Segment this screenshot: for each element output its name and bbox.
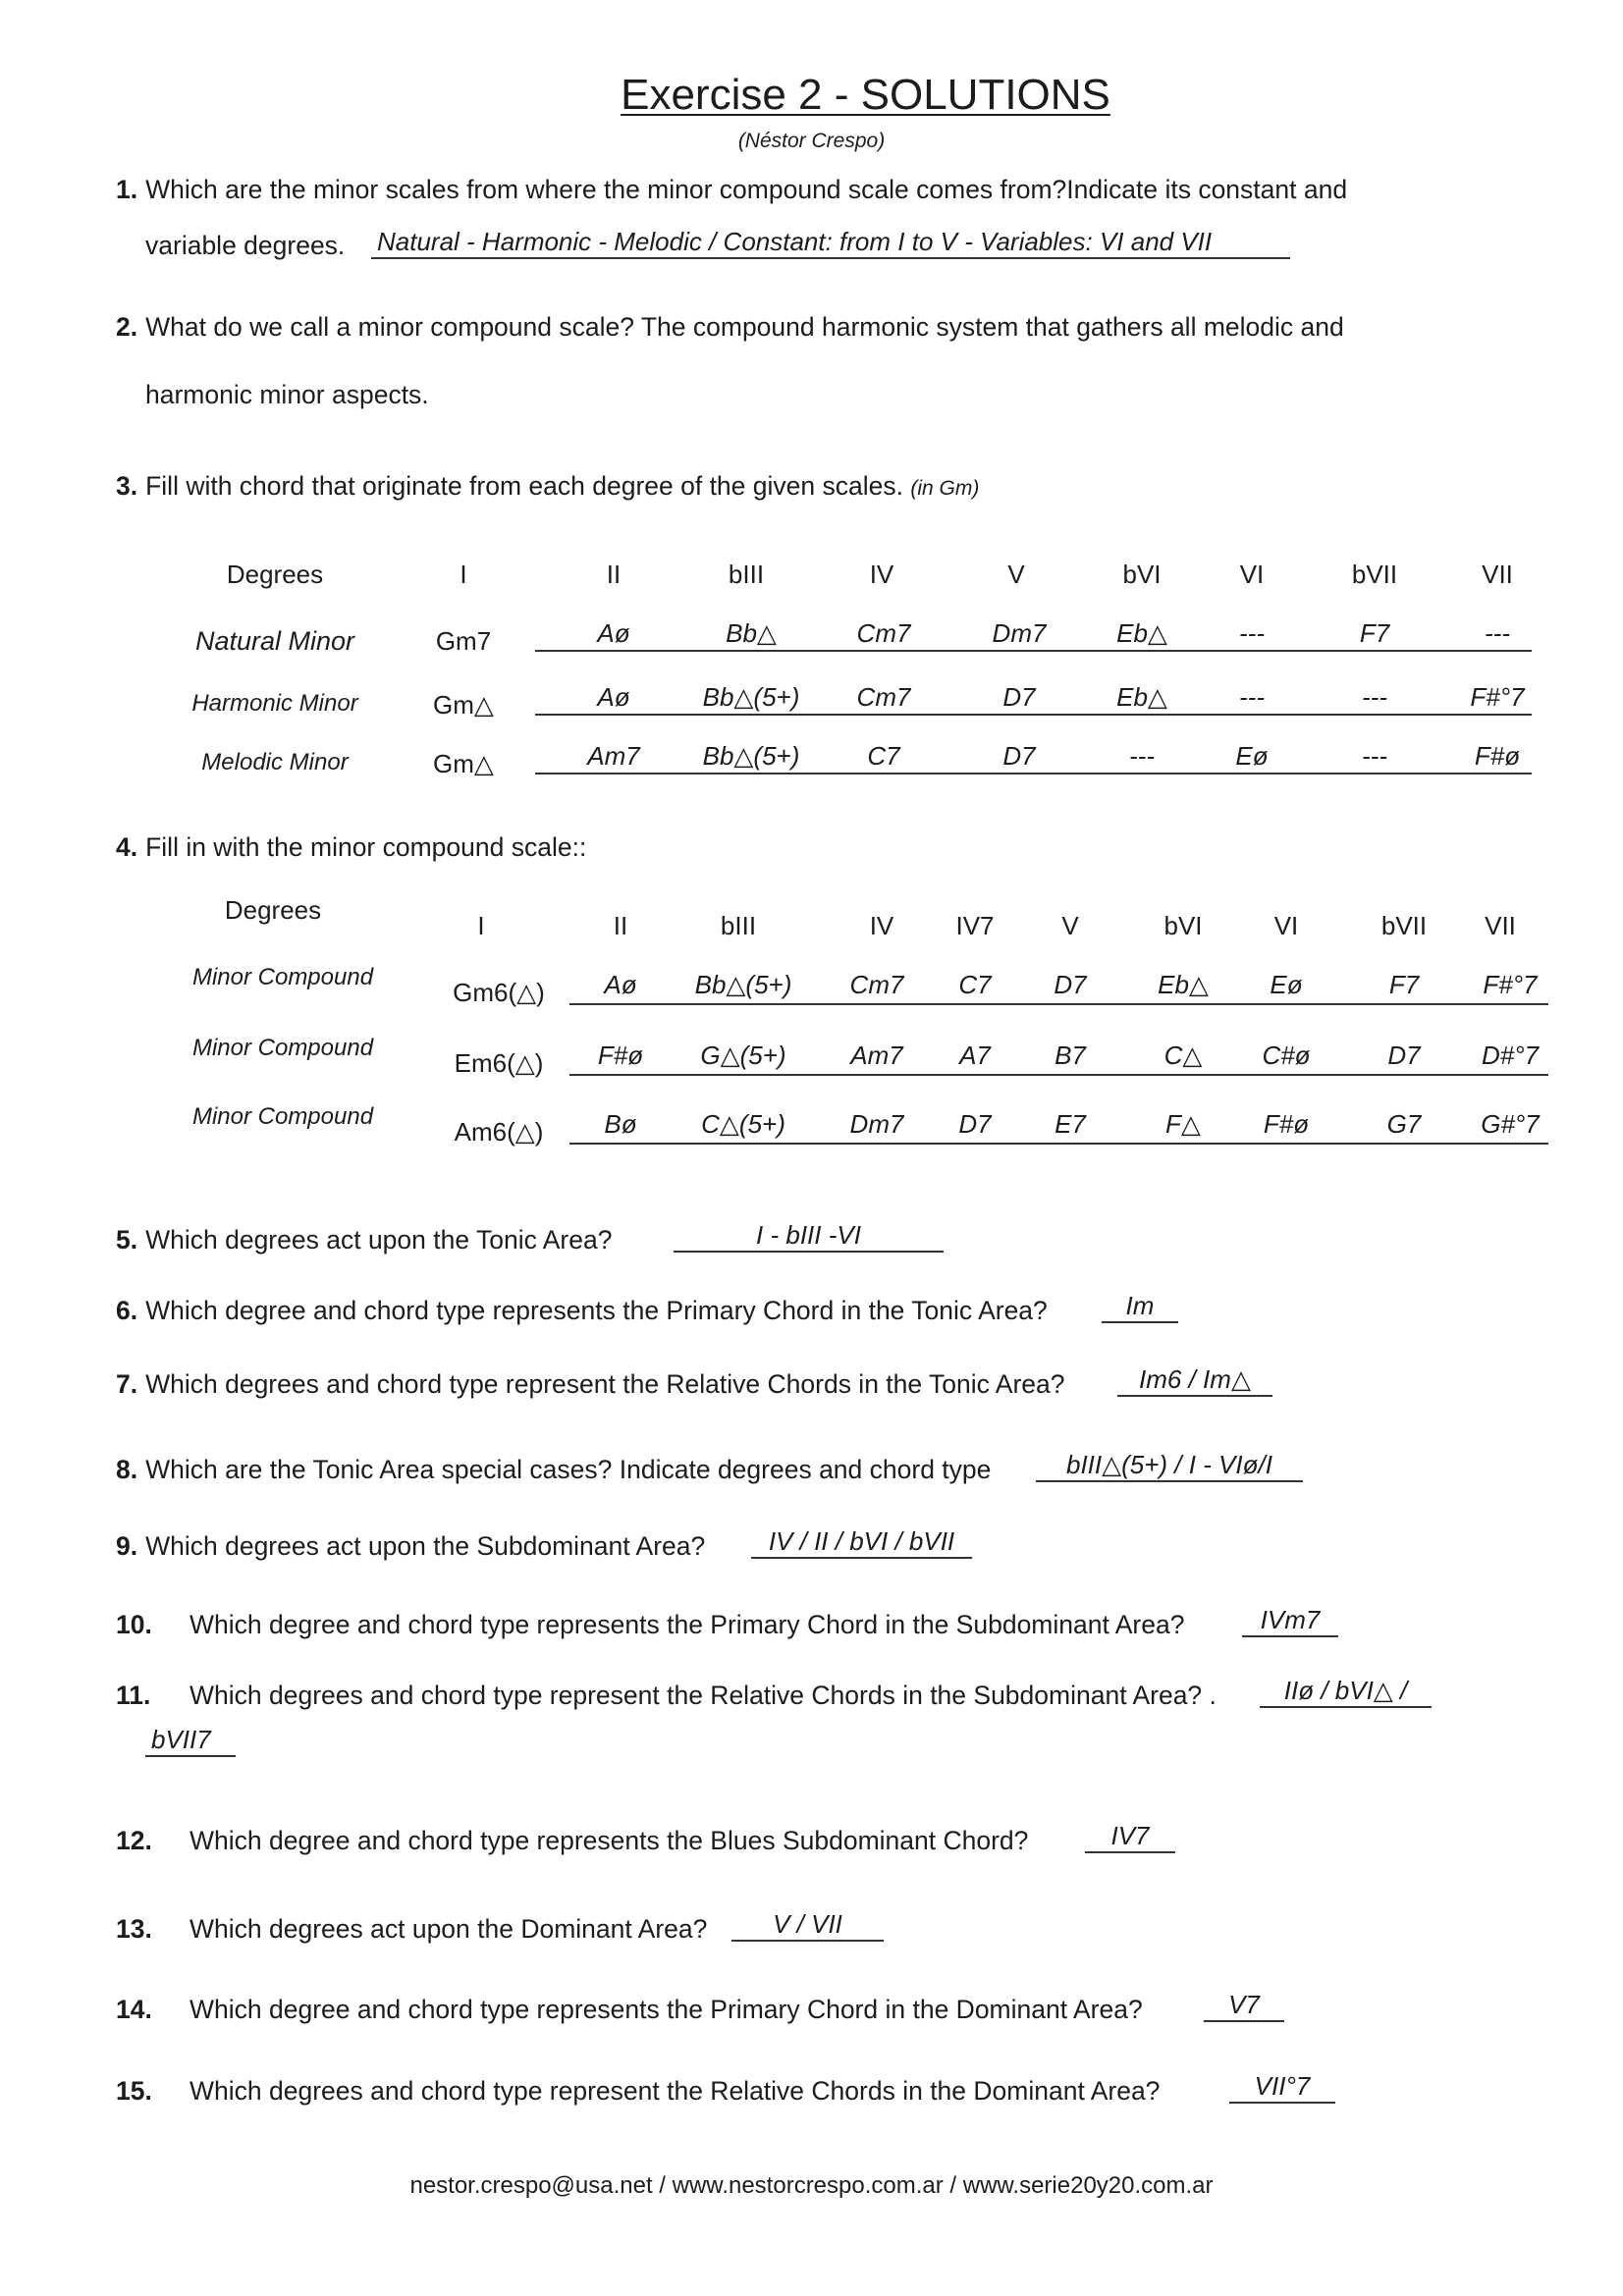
- answer-line: [535, 650, 1532, 652]
- chord-cell: C#ø: [1262, 1041, 1311, 1070]
- tonic-chord: Gm△: [433, 749, 494, 778]
- question-number: 11.: [116, 1681, 151, 1710]
- question-number: 5.: [116, 1225, 138, 1255]
- scale-row-label: Melodic Minor: [201, 749, 349, 775]
- chord-cell: D7: [1002, 741, 1036, 771]
- answer-field: VII°7: [1229, 2070, 1335, 2104]
- answer-line: [569, 1143, 1548, 1145]
- answer-field: IVm7: [1242, 1604, 1338, 1637]
- question-text: Which are the Tonic Area special cases? Indicate degrees and chord type: [145, 1455, 992, 1484]
- author: (Néstor Crespo): [737, 130, 886, 152]
- degree-header: bVII: [1351, 560, 1398, 589]
- chord-cell: G△(5+): [700, 1041, 786, 1070]
- question-text: What do we call a minor compound scale? The compound harmonic system that gathers all melodic and: [145, 312, 1344, 342]
- scale-row-label: Minor Compound: [191, 1103, 374, 1130]
- question-5: [116, 1225, 612, 1255]
- question-9: [116, 1531, 705, 1562]
- chord-cell: Bb△(5+): [702, 741, 800, 771]
- chord-cell: E7: [1055, 1109, 1086, 1139]
- question-text: Which degrees and chord type represent the Relative Chords in the Tonic Area?: [145, 1369, 1065, 1399]
- question-2: [116, 312, 1344, 343]
- question-text: Which degrees act upon the Subdominant Area?: [145, 1531, 706, 1561]
- chord-cell: Eb△: [1158, 970, 1209, 999]
- question-1-line2: [145, 231, 345, 261]
- chord-cell: Eø: [1270, 970, 1303, 999]
- answer-field: V / VII: [731, 1908, 884, 1942]
- chord-cell: D7: [1002, 682, 1036, 712]
- question-text: harmonic minor aspects.: [145, 380, 429, 409]
- chord-cell: ---: [1362, 682, 1387, 712]
- scale-row-label: Minor Compound: [191, 1035, 374, 1061]
- question-4: [116, 832, 586, 863]
- question-text: Which are the minor scales from where the minor compound scale comes from?Indicate its constant and: [145, 175, 1348, 204]
- chord-cell: F7: [1359, 618, 1390, 648]
- chord-cell: F#ø: [1474, 741, 1521, 771]
- degree-header: I: [477, 911, 485, 940]
- question-text: Which degree and chord type represents the Primary Chord in the Subdominant Area?: [189, 1610, 1185, 1639]
- question-text: Which degree and chord type represents the Blues Subdominant Chord?: [189, 1826, 1029, 1855]
- chord-cell: Aø: [604, 970, 637, 999]
- question-number: 13.: [116, 1914, 152, 1944]
- tonic-chord: Am6(△): [454, 1117, 544, 1147]
- chord-cell: Eb△: [1116, 618, 1167, 648]
- chord-cell: Cm7: [856, 682, 911, 712]
- answer-field: Natural - Harmonic - Melodic / Constant: from I to V - Variables: VI and VII: [371, 226, 1290, 259]
- question-number: 8.: [116, 1455, 138, 1484]
- question-number: 14.: [116, 1995, 152, 2024]
- answer-field: I - bIII -VI: [674, 1219, 944, 1253]
- degree-header: I: [460, 560, 467, 589]
- degree-header: bIII: [728, 560, 765, 589]
- answer-line: [535, 714, 1532, 716]
- question-text: Which degree and chord type represents the Primary Chord in the Dominant Area?: [189, 1995, 1143, 2024]
- answer-field: IV / II / bVI / bVII: [751, 1525, 972, 1559]
- tonic-chord: Gm6(△): [453, 978, 545, 1007]
- degree-header: V: [1007, 560, 1025, 589]
- chord-cell: C7: [867, 741, 900, 771]
- question-12: [116, 1826, 1028, 1856]
- chord-cell: Am7: [587, 741, 640, 771]
- question-3: [116, 471, 979, 502]
- chord-cell: ---: [1239, 682, 1265, 712]
- chord-cell: Cm7: [856, 618, 911, 648]
- question-number: 12.: [116, 1826, 152, 1855]
- question-number: 3.: [116, 471, 138, 501]
- chord-cell: Dm7: [992, 618, 1047, 648]
- question-14: [116, 1995, 1143, 2025]
- chord-cell: G7: [1386, 1109, 1422, 1139]
- degree-header: VII: [1485, 911, 1516, 940]
- degree-header: IV: [869, 560, 894, 589]
- chord-cell: C△: [1163, 1041, 1203, 1070]
- question-7: [116, 1369, 1065, 1400]
- chord-cell: G#°7: [1481, 1109, 1540, 1139]
- chord-cell: D#°7: [1481, 1041, 1540, 1070]
- chord-cell: D7: [1054, 970, 1087, 999]
- question-number: 6.: [116, 1296, 138, 1325]
- question-note: (in Gm): [910, 477, 980, 500]
- question-text: Fill with chord that originate from each degree of the given scales.: [145, 471, 903, 501]
- tonic-chord: Gm7: [435, 626, 492, 656]
- answer-line: [535, 773, 1532, 774]
- chord-cell: F#ø: [597, 1041, 644, 1070]
- question-text: Which degrees and chord type represent the Relative Chords in the Subdominant Area? .: [189, 1681, 1217, 1710]
- question-15: [116, 2076, 1160, 2107]
- degree-header: VI: [1273, 911, 1299, 940]
- degree-header: bVI: [1163, 911, 1203, 940]
- chord-cell: Eø: [1235, 741, 1269, 771]
- chord-cell: Cm7: [849, 970, 904, 999]
- question-number: 9.: [116, 1531, 138, 1561]
- question-text: Which degrees act upon the Tonic Area?: [145, 1225, 613, 1255]
- answer-field: Im: [1102, 1290, 1178, 1323]
- degree-header: VII: [1482, 560, 1513, 589]
- chord-cell: Dm7: [849, 1109, 904, 1139]
- scale-row-label: Natural Minor: [194, 626, 355, 656]
- question-8: [116, 1455, 991, 1485]
- question-number: 1.: [116, 175, 138, 204]
- question-10: [116, 1610, 1184, 1640]
- chord-cell: A7: [959, 1041, 991, 1070]
- question-text: Which degree and chord type represents the Primary Chord in the Tonic Area?: [145, 1296, 1048, 1325]
- answer-field: bIII△(5+) / I - VIø/I: [1036, 1449, 1303, 1482]
- chord-cell: D7: [958, 1109, 992, 1139]
- chord-cell: Bø: [604, 1109, 637, 1139]
- chord-cell: Bb△: [726, 618, 777, 648]
- question-number: 7.: [116, 1369, 138, 1399]
- degree-header: V: [1061, 911, 1079, 940]
- degree-header: IV7: [955, 911, 995, 940]
- degree-header: II: [606, 560, 622, 589]
- question-number: 4.: [116, 832, 138, 862]
- chord-cell: F7: [1388, 970, 1420, 999]
- degree-header: bIII: [720, 911, 757, 940]
- chord-cell: ---: [1485, 618, 1510, 648]
- chord-cell: Bb△(5+): [702, 682, 800, 712]
- question-1: [116, 175, 1347, 205]
- footer-contact: nestor.crespo@usa.net / www.nestorcrespo.com.ar / www.serie20y20.com.ar: [409, 2172, 1214, 2199]
- answer-line: [569, 1003, 1548, 1005]
- scale-row-label: Minor Compound: [191, 964, 374, 990]
- question-11: [116, 1681, 1217, 1711]
- chord-cell: F△: [1165, 1109, 1201, 1139]
- chord-cell: ---: [1129, 741, 1155, 771]
- chord-cell: F#°7: [1483, 970, 1538, 999]
- tonic-chord: Em6(△): [454, 1048, 544, 1078]
- question-text: variable degrees.: [145, 231, 346, 260]
- degree-header: bVII: [1380, 911, 1428, 940]
- chord-cell: Bb△(5+): [694, 970, 792, 999]
- degrees-header: Degrees: [226, 560, 324, 589]
- degree-header: IV: [869, 911, 894, 940]
- degrees-header: Degrees: [224, 895, 322, 925]
- question-13: [116, 1914, 707, 1945]
- chord-cell: F#ø: [1263, 1109, 1310, 1139]
- question-number: 2.: [116, 312, 138, 342]
- chord-cell: C△(5+): [701, 1109, 785, 1139]
- question-text: Which degrees and chord type represent the Relative Chords in the Dominant Area?: [189, 2076, 1161, 2106]
- chord-cell: Am7: [850, 1041, 903, 1070]
- chord-cell: Aø: [597, 618, 630, 648]
- degree-header: bVI: [1122, 560, 1162, 589]
- chord-cell: Eb△: [1116, 682, 1167, 712]
- tonic-chord: Gm△: [433, 690, 494, 720]
- answer-field: IV7: [1085, 1820, 1175, 1853]
- answer-field: bVII7: [145, 1724, 236, 1757]
- chord-cell: ---: [1239, 618, 1265, 648]
- answer-line: [569, 1074, 1548, 1076]
- question-6: [116, 1296, 1048, 1326]
- scale-row-label: Harmonic Minor: [191, 690, 358, 717]
- chord-cell: Aø: [597, 682, 630, 712]
- question-number: 15.: [116, 2076, 152, 2106]
- answer-field: IIø / bVI△ /: [1260, 1675, 1432, 1708]
- chord-cell: C7: [958, 970, 992, 999]
- question-text: Which degrees act upon the Dominant Area?: [189, 1914, 708, 1944]
- answer-field: V7: [1204, 1989, 1284, 2022]
- chord-cell: F#°7: [1470, 682, 1525, 712]
- chord-cell: D7: [1387, 1041, 1421, 1070]
- page-title: Exercise 2 - SOLUTIONS: [621, 71, 1110, 119]
- question-number: 10.: [116, 1610, 152, 1639]
- chord-cell: B7: [1055, 1041, 1086, 1070]
- answer-field: Im6 / Im△: [1117, 1363, 1272, 1397]
- degree-header: II: [613, 911, 628, 940]
- chord-cell: ---: [1362, 741, 1387, 771]
- question-2-line2: [145, 380, 429, 410]
- degree-header: VI: [1239, 560, 1265, 589]
- question-text: Fill in with the minor compound scale::: [145, 832, 587, 862]
